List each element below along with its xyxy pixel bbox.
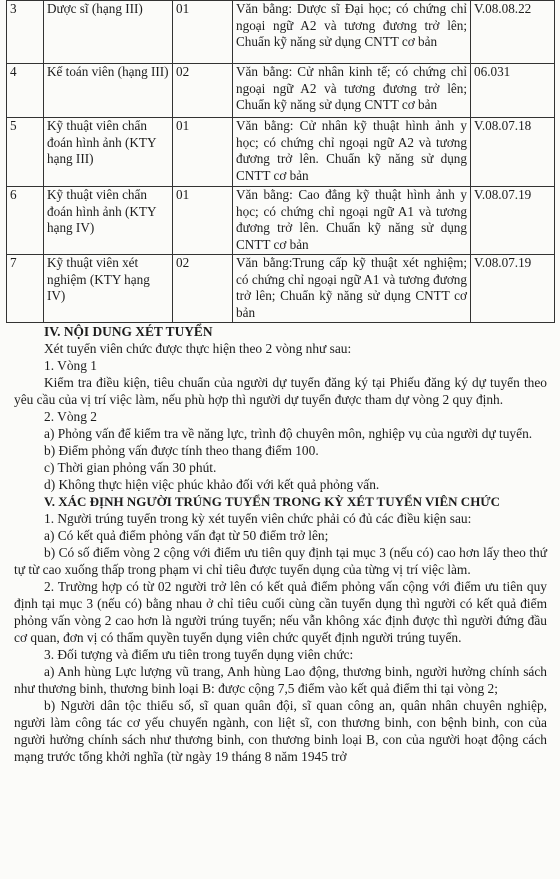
paragraph: b) Có số điểm vòng 2 cộng với điểm ưu tiên quy định tại mục 3 (nếu có) cao hơn lấy theo thứ tự từ cao xuống thấp trong phạm vi chỉ tiêu được tuyển dụng của từng vị trí việc làm.	[14, 545, 547, 577]
position-code: V.08.07.18	[471, 118, 555, 187]
row-number: 7	[7, 255, 44, 323]
position-name: Kỹ thuật viên chẩn đoán hình ảnh (KTY hạng IV)	[44, 187, 173, 255]
section-heading: IV. NỘI DUNG XÉT TUYỂN	[44, 324, 213, 339]
position-name: Dược sĩ (hạng III)	[44, 1, 173, 64]
position-count: 02	[173, 64, 233, 118]
paragraph: Kiểm tra điều kiện, tiêu chuẩn của người dự tuyển đăng ký tại Phiếu đăng ký dự tuyển theo yêu cầu của vị trí việc làm, nếu phù hợp thì người dự tuyển được tham dự vòng 2 quy định.	[14, 375, 547, 407]
position-count: 01	[173, 118, 233, 187]
position-count: 01	[173, 187, 233, 255]
position-code: V.08.07.19	[471, 255, 555, 323]
section-heading: V. XÁC ĐỊNH NGƯỜI TRÚNG TUYỂN TRONG KỲ XÉT TUYỂN VIÊN CHỨC	[44, 494, 501, 509]
paragraph: c) Thời gian phỏng vấn 30 phút.	[44, 460, 217, 475]
row-number: 3	[7, 1, 44, 64]
paragraph: a) Có kết quả điểm phỏng vấn đạt từ 50 điểm trở lên;	[44, 528, 329, 543]
paragraph: a) Phỏng vấn để kiểm tra về năng lực, trình độ chuyên môn, nghiệp vụ của người dự tuyển.	[44, 426, 533, 441]
position-requirement: Văn bằng: Cao đẳng kỹ thuật hình ảnh y học; có chứng chỉ ngoại ngữ A1 và tương đương trở lên. Chuẩn kỹ năng sử dụng CNTT cơ bản	[233, 187, 471, 255]
position-name: Kỹ thuật viên xét nghiệm (KTY hạng IV)	[44, 255, 173, 323]
position-name: Kỹ thuật viên chẩn đoán hình ảnh (KTY hạng III)	[44, 118, 173, 187]
position-requirement: Văn bằng: Cử nhân kỹ thuật hình ảnh y học; có chứng chỉ ngoại ngữ A2 và tương đương trở lên. Chuẩn kỹ năng sử dụng CNTT cơ bản	[233, 118, 471, 187]
position-requirement: Văn bằng: Dược sĩ Đại học; có chứng chỉ ngoại ngữ A2 và tương đương trở lên; Chuẩn kỹ năng sử dụng CNTT cơ bản	[233, 1, 471, 64]
row-number: 6	[7, 187, 44, 255]
row-number: 4	[7, 64, 44, 118]
paragraph: d) Không thực hiện việc phúc khảo đối với kết quả phỏng vấn.	[44, 477, 380, 492]
paragraph: 2. Trường hợp có từ 02 người trở lên có kết quả điểm phỏng vấn cộng với điểm ưu tiên quy định tại mục 3 (nếu có) bằng nhau ở chỉ tiêu cuối cùng cần tuyển dụng thì người có kết quả điểm phỏng vấn vòng 2 cao hơn là người trúng tuyển; nếu vẫn không xác định được thì người đứng đầu cơ quan, đơn vị có thẩm quyền tuyển dụng viên chức quyết định người trúng tuyển.	[14, 579, 547, 645]
table-row	[7, 118, 555, 187]
row-number: 5	[7, 118, 44, 187]
paragraph: 1. Người trúng tuyển trong kỳ xét tuyển viên chức phải có đủ các điều kiện sau:	[44, 511, 472, 526]
paragraph: 1. Vòng 1	[44, 358, 97, 373]
document-body	[14, 323, 547, 765]
position-requirement: Văn bằng:Trung cấp kỹ thuật xét nghiệm; có chứng chỉ ngoại ngữ A1 và tương đương trở lên; Chuẩn kỹ năng sử dụng CNTT cơ bản	[233, 255, 471, 323]
paragraph: 2. Vòng 2	[44, 409, 97, 424]
table-row	[7, 255, 555, 323]
position-count: 01	[173, 1, 233, 64]
paragraph: a) Anh hùng Lực lượng vũ trang, Anh hùng Lao động, thương binh, người hưởng chính sách như thương binh, thương binh loại B: được cộng 7,5 điểm vào kết quả điểm thi tại vòng 2;	[14, 664, 547, 696]
paragraph: Xét tuyển viên chức được thực hiện theo 2 vòng như sau:	[44, 341, 352, 356]
position-code: V.08.07.19	[471, 187, 555, 255]
position-code: 06.031	[471, 64, 555, 118]
position-name: Kế toán viên (hạng III)	[44, 64, 173, 118]
position-requirement: Văn bằng: Cử nhân kinh tế; có chứng chỉ ngoại ngữ A2 và tương đương trở lên; Chuẩn kỹ năng sử dụng CNTT cơ bản	[233, 64, 471, 118]
table-row	[7, 1, 555, 64]
position-count: 02	[173, 255, 233, 323]
table-row	[7, 187, 555, 255]
table-row	[7, 64, 555, 118]
paragraph: b) Người dân tộc thiểu số, sĩ quan quân đội, sĩ quan công an, quân nhân chuyên nghiệp, người làm công tác cơ yếu chuyển ngành, con liệt sĩ, con thương binh, con bệnh binh, con của người hưởng chính sách như thương binh, con thương binh loại B, con của người hoạt động cách mạng trước tổng khởi nghĩa (từ ngày 19 tháng 8 năm 1945 trở	[14, 698, 547, 764]
paragraph: 3. Đối tượng và điểm ưu tiên trong tuyển dụng viên chức:	[44, 647, 354, 662]
paragraph: b) Điểm phỏng vấn được tính theo thang điểm 100.	[44, 443, 319, 458]
position-table	[6, 0, 555, 323]
position-code: V.08.08.22	[471, 1, 555, 64]
